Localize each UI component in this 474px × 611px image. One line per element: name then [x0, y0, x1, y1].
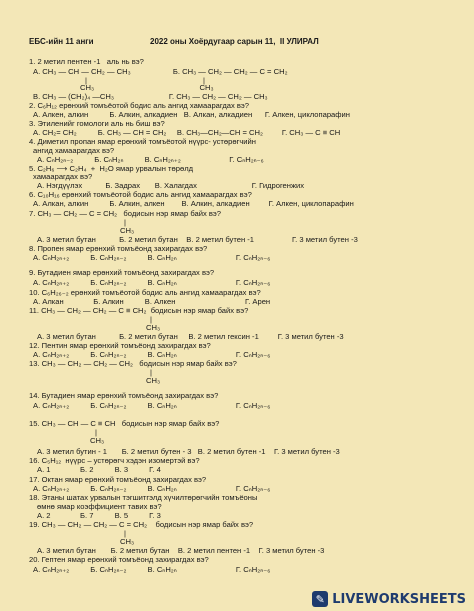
q13-ch3: CH₃ — [146, 376, 161, 385]
q15-branch: | — [95, 428, 97, 437]
header-right: 2022 оны Хоёрдугаар сарын 11, II УЛИРАЛ — [150, 37, 319, 46]
q1-branch: | | — [85, 76, 205, 85]
q18-cont: өмнө ямар коэффициент тавих вэ? — [37, 502, 162, 511]
q5: 5. C₂H₆ ⟶ C₂H₄ + H₂O ямар урвалын төрөлд — [29, 164, 194, 173]
liveworksheets-logo-icon: ✎ — [312, 591, 328, 607]
q14-opts: A. CₙH₂ₙ₊₂ Б. CₙH₂ₙ₋₂ B. CₙH₂ₙ Г. CₙH₂ₙ₋₆ — [33, 401, 271, 410]
q17-opts: A. CₙH₂ₙ₊₂ Б. CₙH₂ₙ₋₂ B. CₙH₂ₙ Г. CₙH₂ₙ₋₆ — [33, 484, 271, 493]
q3-opts: A. CH₂= CH₂ Б. CH₃ — CH = CH₂ B. CH₃—CH₂—CH = CH₂ Г. CH₃ — C ≡ CH — [33, 128, 341, 137]
q6: 6. C₁₀H₁₆ ерөнхий томъёотой бодис аль ангид хамаарагдах вэ? — [29, 190, 252, 199]
q1-opts-bg: B. CH₃ — (CH₂)₄ —CH₃ Г. CH₃ — CH₂ — CH₂ — CH₃ — [33, 92, 268, 101]
q20: 20. Гептен ямар ерөнхий томъёонд захирагдах вэ? — [29, 555, 209, 564]
q11-branch: | — [150, 315, 152, 324]
q14: 14. Бутадиен ямар ерөнхий томъёонд захирагдах вэ? — [29, 391, 219, 400]
q18: 18. Этаны шатах урвалын тэгшитгэлд хүчилтөрөгчийн томъёоны — [29, 493, 258, 502]
q13-branch: | — [150, 368, 152, 377]
q1-ch3: CH₃ CH₃ — [80, 83, 214, 92]
q2: 2. C₆H₁₂ ерөнхий томъёотой бодис аль ангид хамаарагдах вэ? — [29, 101, 250, 110]
q4-opts: A. CₙH₂ₙ₋₂ Б. CₙH₂ₙ B. CₙH₂ₙ₊₂ Г. CₙH₂ₙ₋₆ — [37, 155, 264, 164]
q10: 10. C₆H₂₆₋₂ ерөнхий томъёотой бодис аль ангид хамаарагдах вэ? — [29, 288, 261, 297]
q10-opts: A. Алкан Б. Алкин B. Алкен Г. Арен — [33, 297, 271, 306]
q6-opts: A. Алкан, алкин Б. Алкин, алкен B. Алкин, алкадиен Г. Алкен, циклопарафин — [33, 199, 354, 208]
q16: 16. C₅H₁₂ нүүрс – устөрөгч хэдэн изомертэй вэ? — [29, 456, 200, 465]
q12-opts: A. CₙH₂ₙ₊₂ Б. CₙH₂ₙ₋₂ B. CₙH₂ₙ Г. CₙH₂ₙ₋₆ — [33, 350, 271, 359]
q4-cont: ангид хамаарагдах вэ? — [33, 146, 115, 155]
q4: 4. Диметил пропан ямар ерөнхий томъёотой нүүрс- устөрөгчийн — [29, 137, 256, 146]
q2-opts: A. Алкен, алкин Б. Алкин, алкадиен B. Алкан, алкадиен Г. Алкен, циклопарафин — [33, 110, 350, 119]
q7-opts: A. 3 метил бутан Б. 2 метил бутан B. 2 метил бутен -1 Г. 3 метил бутен -3 — [37, 235, 358, 244]
q7: 7. CH₃ — CH₂ — C = CH₂ бодисын нэр ямар байх вэ? — [29, 209, 222, 218]
q19-branch: | — [124, 529, 126, 538]
q20-opts: A. CₙH₂ₙ₊₂ Б. CₙH₂ₙ₋₂ B. CₙH₂ₙ Г. CₙH₂ₙ₋₆ — [33, 565, 271, 574]
q9: 9. Бутадиен ямар ерөнхий томъёонд захирагдах вэ? — [29, 268, 215, 277]
q19-opts: A. 3 метил бутан Б. 2 метил бутан B. 2 метил пентен -1 Г. 3 метил бутен -3 — [37, 546, 325, 555]
liveworksheets-logo[interactable] — [312, 591, 466, 607]
q13: 13. CH₃ — CH₂ — CH₂ — CH₂ бодисын нэр ямар байх вэ? — [29, 359, 237, 368]
q5-opts: A. Нэгдүүлэх Б. Задрах B. Халагдах Г. Гидрогенжих — [37, 181, 305, 190]
q9-opts: A. CₙH₂ₙ₊₂ Б. CₙH₂ₙ₋₂ B. CₙH₂ₙ Г. CₙH₂ₙ₋₆ — [33, 278, 271, 287]
q11: 11. CH₃ — CH₂ — CH₂ — C ≡ CH₂ бодисын нэр ямар байх вэ? — [29, 306, 249, 315]
footer — [0, 585, 474, 611]
q1-opts-ab: A. CH₃ — CH — CH₂ — CH₃ Б. CH₃ — CH₂ — CH₂ — C = CH₂ — [33, 67, 288, 76]
q19: 19. CH₃ — CH₂ — CH₂ — C = CH₂ бодисын нэр ямар байх вэ? — [29, 520, 254, 529]
q18-opts: A. 2 Б. 7 B. 5 Г. 3 — [37, 511, 161, 520]
q15-opts: A. 3 метил бутин - 1 Б. 2 метил бутен - 3 B. 2 метил бутен -1 Г. 3 метил бутен -3 — [37, 447, 340, 456]
logo-text: LIVEWORKSHEETS — [332, 591, 466, 607]
q16-opts: A. 1 Б. 2 B. 3 Г. 4 — [37, 465, 161, 474]
q11-opts: A. 3 метил бутан Б. 2 метил бутан B. 2 метил гексин -1 Г. 3 метил бутен -3 — [37, 332, 344, 341]
q15-ch3: CH₃ — [90, 436, 105, 445]
q3: 3. Этиленийг гомологи аль нь биш вэ? — [29, 119, 165, 128]
q19-ch3: CH₃ — [120, 537, 135, 546]
q8-opts: A. CₙH₂ₙ₊₂ Б. CₙH₂ₙ₋₂ B. CₙH₂ₙ Г. CₙH₂ₙ₋₆ — [33, 253, 271, 262]
header-left: ЕБС-ийн 11 анги — [29, 37, 94, 46]
q12: 12. Пентин ямар ерөнхий томъёонд захирагдах вэ? — [29, 341, 211, 350]
q1: 1. 2 метил пентен -1 аль нь вэ? — [29, 57, 144, 66]
q7-ch3: CH₃ — [120, 226, 135, 235]
q15: 15. CH₃ — CH — C ≡ CH бодисын нэр ямар байх вэ? — [29, 419, 220, 428]
q7-branch: | — [124, 218, 126, 227]
q8: 8. Пропен ямар ерөнхий томъёонд захирагдах вэ? — [29, 244, 208, 253]
q5-cont: хамаарагдах вэ? — [33, 172, 93, 181]
q17: 17. Октан ямар ерөнхий томъёонд захирагдах вэ? — [29, 475, 207, 484]
q11-ch3: CH₃ — [146, 323, 161, 332]
